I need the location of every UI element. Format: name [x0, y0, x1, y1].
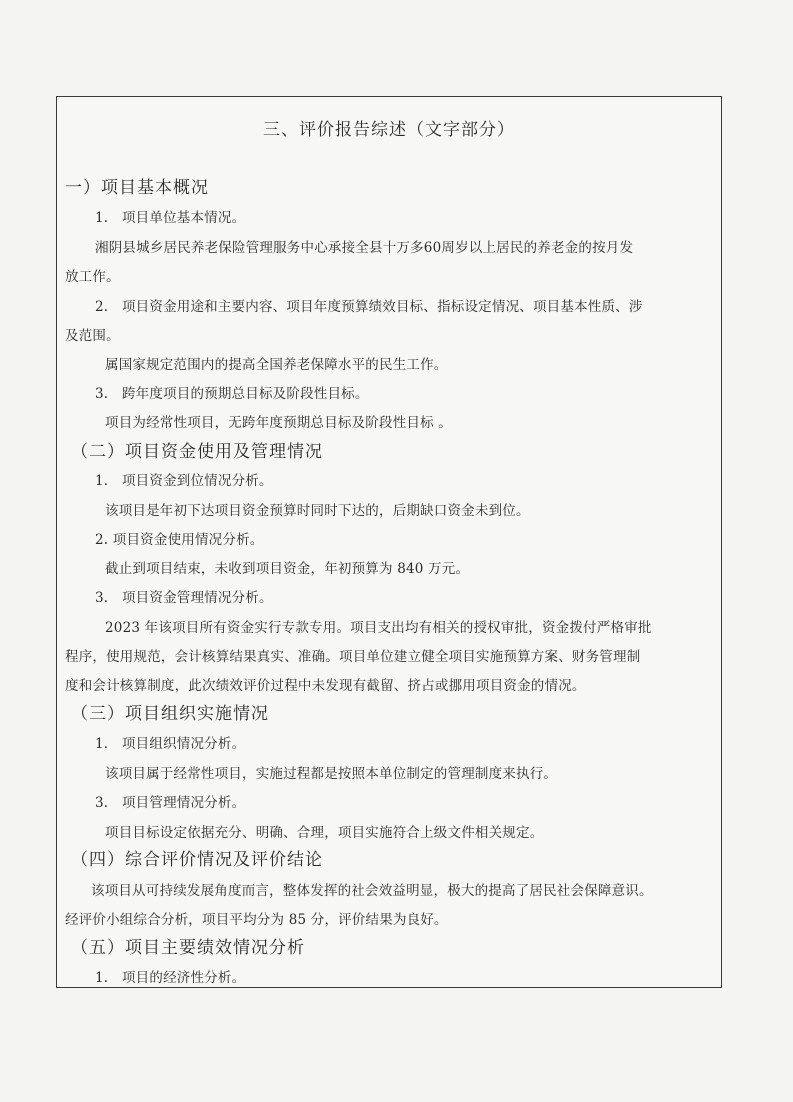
paragraph-line: 该项目属于经常性项目，实施过程都是按照本单位制定的管理制度来执行。 — [105, 766, 558, 782]
paragraph-line: 经评价小组综合分析，项目平均分为 85 分，评价结果为良好。 — [65, 912, 448, 928]
document-title: 三、评价报告综述（文字部分） — [263, 120, 515, 140]
paragraph-line: 属国家规定范围内的提高全国养老保障水平的民生工作。 — [105, 357, 448, 373]
paragraph-line: 2. 项目资金用途和主要内容、项目年度预算绩效目标、指标设定情况、项目基本性质、涉 — [95, 299, 643, 315]
section-heading-1: 一）项目基本概况 — [65, 178, 209, 198]
paragraph-line: 1. 项目资金到位情况分析。 — [95, 473, 273, 489]
section-heading-4: （四）综合评价情况及评价结论 — [71, 850, 323, 870]
paragraph-line: 3. 项目资金管理情况分析。 — [95, 590, 273, 606]
paragraph-line: 截止到项目结束，未收到项目资金，年初预算为 840 万元。 — [105, 561, 470, 577]
paragraph-line: 项目目标设定依据充分、明确、合理，项目实施符合上级文件相关规定。 — [105, 825, 544, 841]
paragraph-line: 2023 年该项目所有资金实行专款专用。项目支出均有相关的授权审批，资金拨付严格审批 — [105, 620, 652, 636]
paragraph-line: 1. 项目的经济性分析。 — [95, 970, 246, 986]
paragraph-line: 及范围。 — [65, 328, 120, 344]
paragraph-line: 2. 项目资金使用情况分析。 — [95, 532, 264, 548]
document-page — [56, 96, 722, 988]
section-heading-3: （三）项目组织实施情况 — [71, 704, 269, 724]
paragraph-line: 度和会计核算制度，此次绩效评价过程中未发现有截留、挤占或挪用项目资金的情况。 — [65, 678, 586, 694]
paragraph-line: 3. 跨年度项目的预期总目标及阶段性目标。 — [95, 386, 369, 402]
paragraph-line: 程序，使用规范，会计核算结果真实、准确。项目单位建立健全项目实施预算方案、财务管理制 — [65, 649, 641, 665]
paragraph-line: 该项目从可持续发展角度而言，整体发挥的社会效益明显，极大的提高了居民社会保障意识。 — [91, 883, 653, 899]
paragraph-line: 1. 项目单位基本情况。 — [95, 210, 246, 226]
section-heading-2: （二）项目资金使用及管理情况 — [71, 442, 323, 462]
paragraph-line: 湘阴县城乡居民养老保险管理服务中心承接全县十万多60周岁以上居民的养老金的按月发 — [95, 240, 634, 256]
paragraph-line: 该项目是年初下达项目资金预算时同时下达的，后期缺口资金未到位。 — [105, 503, 530, 519]
paragraph-line: 项目为经常性项目，无跨年度预期总目标及阶段性目标 。 — [105, 415, 452, 431]
paragraph-line: 放工作。 — [65, 269, 120, 285]
paragraph-line: 3. 项目管理情况分析。 — [95, 795, 246, 811]
paragraph-line: 1. 项目组织情况分析。 — [95, 736, 246, 752]
section-heading-5: （五）项目主要绩效情况分析 — [71, 938, 305, 958]
